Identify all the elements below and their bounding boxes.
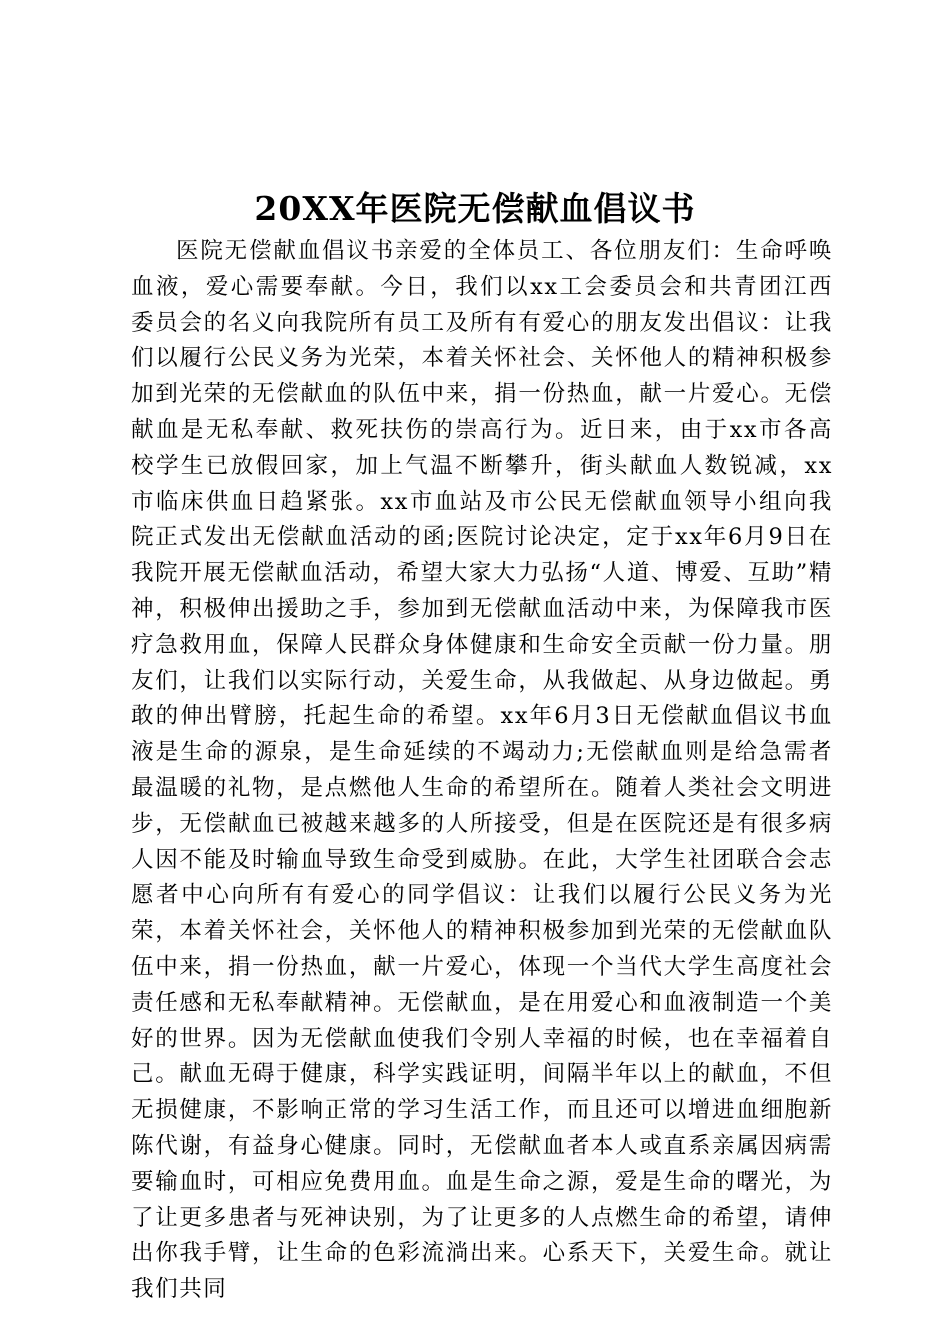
document-title: 20XX年医院无偿献血倡议书: [254, 189, 696, 228]
document-body: 医院无偿献血倡议书亲爱的全体员工、各位朋友们：生命呼唤血液，爱心需要奉献。今日，我们以xx工会委员会和共青团江西委员会的名义向我院所有员工及所有有爱心的朋友发出倡议：让我们以履行公民义务为光荣，本着关怀社会、关怀他人的精神积极参加到光荣的无偿献血的队伍中来，捐一份热血，献一片爱心。无偿献血是无私奉献、救死扶伤的崇高行为。近日来，由于xx市各高校学生已放假回家，加上气温不断攀升，街头献血人数锐减，xx市临床供血日趋紧张。xx市血站及市公民无偿献血领导小组向我院正式发出无偿献血活动的函;医院讨论决定，定于xx年6月9日在我院开展无偿献血活动，希望大家大力弘扬“人道、博爱、互助”精神，积极伸出援助之手，参加到无偿献血活动中来，为保障我市医疗急救用血，保障人民群众身体健康和生命安全贡献一份力量。朋友们，让我们以实际行动，关爱生命，从我做起、从身边做起。勇敢的伸出臂膀，托起生命的希望。xx年6月3日无偿献血倡议书血液是生命的源泉，是生命延续的不竭动力;无偿献血则是给急需者最温暖的礼物，是点燃他人生命的希望所在。随着人类社会文明进步，无偿献血已被越来越多的人所接受，但是在医院还是有很多病人因不能及时输血导致生命受到威胁。在此，大学生社团联合会志愿者中心向所有有爱心的同学倡议：让我们以履行公民义务为光荣，本着关怀社会，关怀他人的精神积极参加到光荣的无偿献血队伍中来，捐一份热血，献一片爱心，体现一个当代大学生高度社会责任感和无私奉献精神。无偿献血，是在用爱心和血液制造一个美好的世界。因为无偿献血使我们令别人幸福的时候，也在幸福着自己。献血无碍于健康，科学实践证明，间隔半年以上的献血，不但无损健康，不影响正常的学习生活工作，而且还可以增进血细胞新陈代谢，有益身心健康。同时，无偿献血者本人或直系亲属因病需要输血时，可相应免费用血。血是生命之源，爱是生命的曙光，为了让更多患者与死神诀别，为了让更多的人点燃生命的希望，请伸出你我手臂，让生命的色彩流淌出来。心系天下，关爱生命。就让我们共同: [131, 238, 833, 1303]
